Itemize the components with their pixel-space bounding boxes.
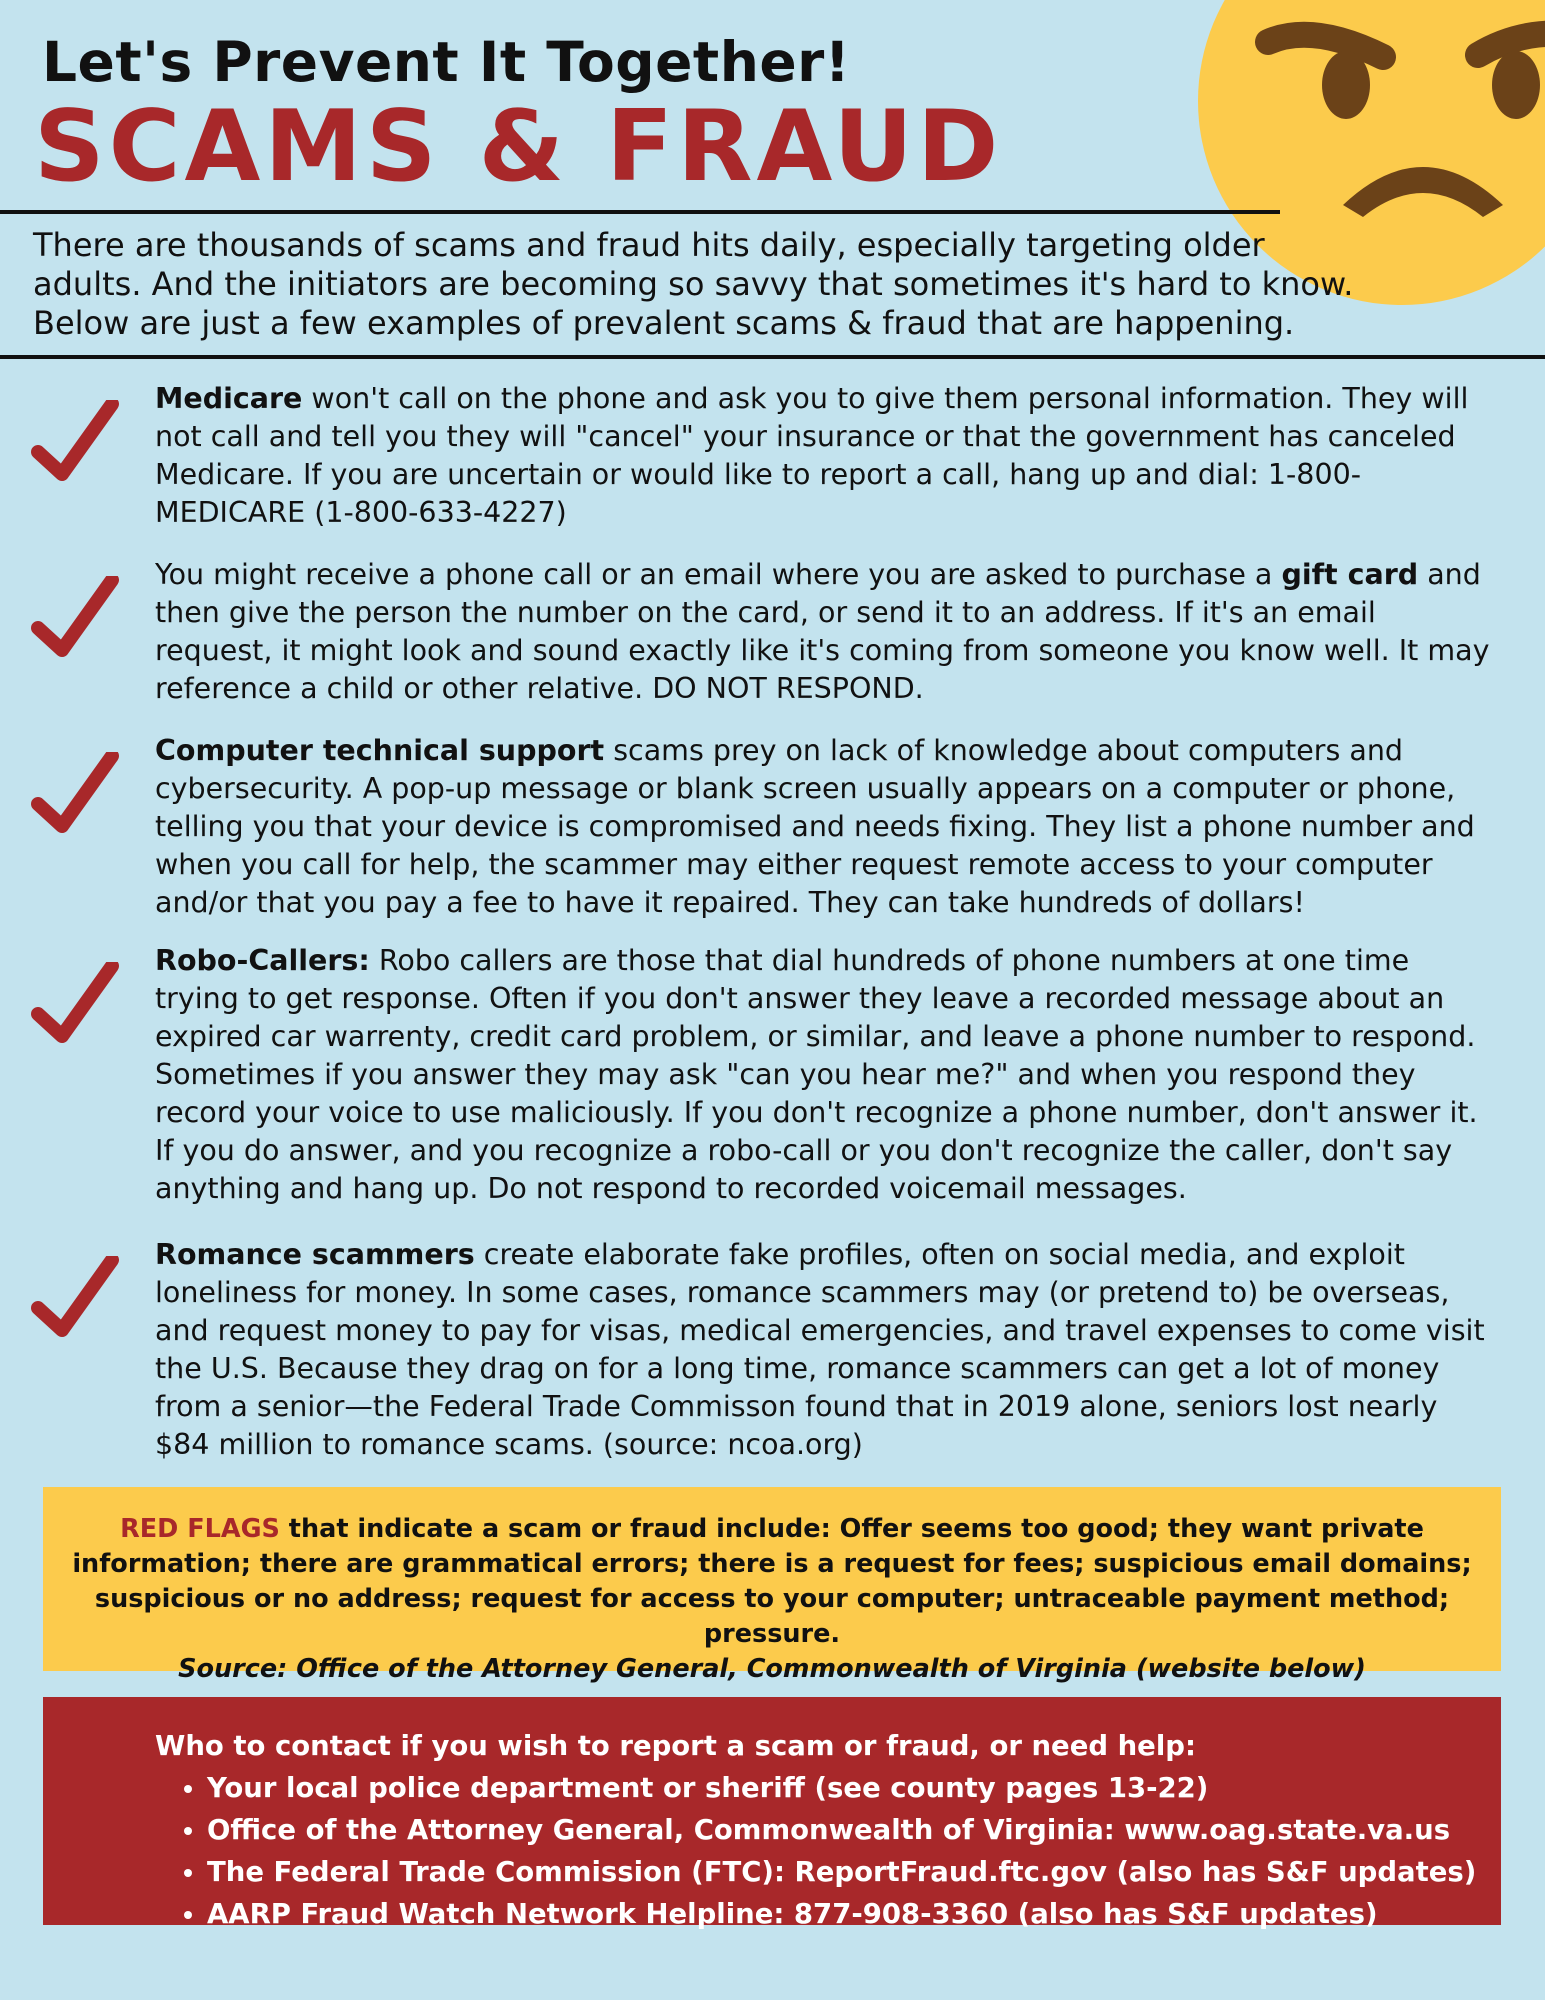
contact-item: • AARP Fraud Watch Network Helpline: 877-908-3360 (also has S&F updates) bbox=[207, 1893, 1501, 1935]
intro-line: adults. And the initiators are becoming so savvy that sometimes it's hard to know. bbox=[33, 265, 1354, 303]
checkmark-icon bbox=[30, 752, 120, 842]
scam-item-text: Computer technical support scams prey on lack of knowledge about computers and cybersecurity. A pop-up message or blank screen usually appears on a computer or phone, telling you that your device is compromised and needs fixing. They list a phone number and when you call for help, the scammer may either request remote access to your computer and/or that you pay a fee to have it repaired. They can take hundreds of dollars! bbox=[155, 734, 1475, 919]
divider-bottom bbox=[0, 355, 1545, 359]
scam-item-text: Romance scammers create elaborate fake profiles, often on social media, and exploit loneliness for money. In some cases, romance scammers may (or pretend to) be overseas, and request money to pay for visas, medical emergencies, and travel expenses to come visit the U.S. Because they drag on for a long time, romance scammers can get a lot of money from a senior—the Federal Trade Commisson found that in 2019 alone, seniors lost nearly $84 million to romance scams. (source: ncoa.org) bbox=[155, 1238, 1485, 1461]
intro-line: There are thousands of scams and fraud hits daily, especially targeting older bbox=[33, 226, 1265, 264]
page-subtitle: Let's Prevent It Together! bbox=[42, 30, 851, 94]
intro-paragraph bbox=[33, 226, 1453, 343]
scam-item-text: Robo-Callers: Robo callers are those that dial hundreds of phone numbers at one time trying to get response. Often if you don't answer they leave a recorded message about an expired car warrenty, credit card problem, or similar, and leave a phone number to respond. Sometimes if you answer they may ask "can you hear me?" and when you respond they record your voice to use maliciously. If you don't recognize a phone number, don't answer it. If you do answer, and you recognize a robo-call or you don't recognize the caller, don't say anything and hang up. Do not respond to recorded voicemail messages. bbox=[155, 944, 1478, 1205]
contact-item: • Your local police department or sheriff (see county pages 13-22) bbox=[207, 1767, 1501, 1809]
checkmark-icon bbox=[30, 576, 120, 666]
contact-box bbox=[43, 1697, 1501, 1930]
contact-item: • The Federal Trade Commission (FTC): ReportFraud.ftc.gov (also has S&F updates) bbox=[207, 1851, 1501, 1893]
divider-top bbox=[0, 210, 1280, 214]
scam-item-text: You might receive a phone call or an email where you are asked to purchase a gift card and then give the person the number on the card, or send it to an address. If it's an email request, it might look and sound exactly like it's coming from someone you know well. It may reference a child or other relative. DO NOT RESPOND. bbox=[155, 558, 1490, 705]
checkmark-icon bbox=[30, 962, 120, 1052]
scam-item-text: Medicare won't call on the phone and ask you to give them personal information. They will not call and tell you they will "cancel" your insurance or that the government has canceled Medicare. If you are uncertain or would like to report a call, hang up and dial: 1-800-MEDICARE (1-800-633-4227) bbox=[155, 382, 1469, 529]
page-title: SCAMS & FRAUD bbox=[34, 90, 1003, 204]
red-flags-box bbox=[43, 1487, 1501, 1684]
red-flags-label: RED FLAGS bbox=[120, 1514, 280, 1544]
red-flags-text: that indicate a scam or fraud include: Offer seems too good; they want private information; there are grammatical errors; there is a request for fees; suspicious email domains; suspicious or no address; request for access to your computer; untraceable payment method; pressure. bbox=[72, 1514, 1472, 1649]
red-flags-source: Source: Office of the Attorney General, Commonwealth of Virginia (website below) bbox=[178, 1654, 1366, 1684]
checkmark-icon bbox=[30, 400, 120, 490]
intro-line: Below are just a few examples of prevalent scams & fraud that are happening. bbox=[33, 304, 1295, 342]
contact-heading: Who to contact if you wish to report a scam or fraud, or need help: bbox=[155, 1730, 1196, 1762]
contact-item: • Office of the Attorney General, Commonwealth of Virginia: www.oag.state.va.us bbox=[207, 1809, 1501, 1851]
checkmark-icon bbox=[30, 1256, 120, 1346]
contact-list bbox=[155, 1767, 1501, 1935]
